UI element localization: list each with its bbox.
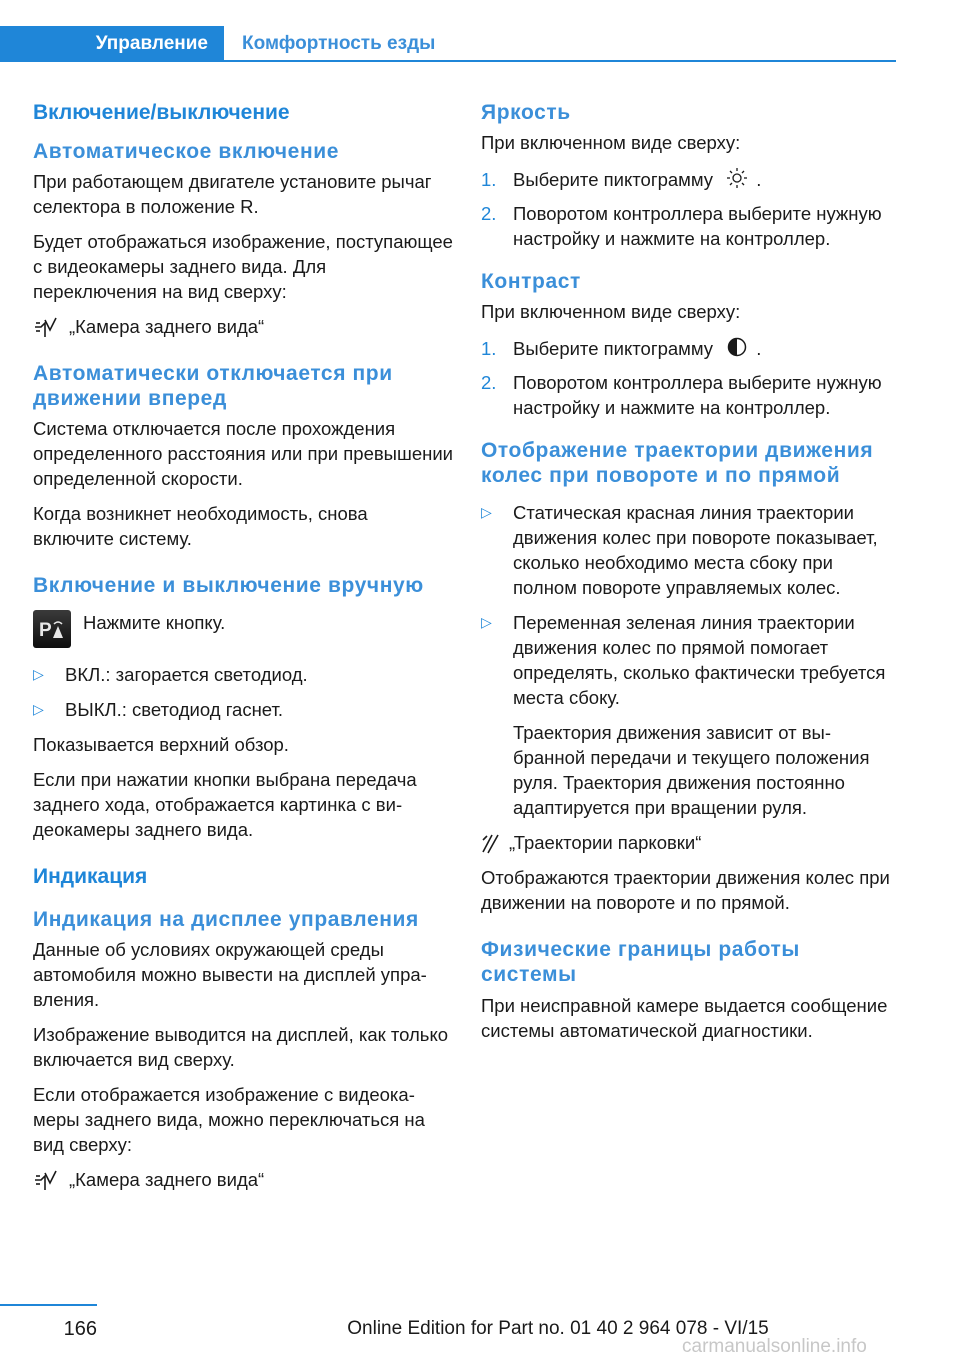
step-number: 1. (481, 169, 497, 190)
tab-control[interactable]: Управление (0, 26, 224, 62)
rear-camera-icon (33, 314, 69, 339)
contrast-icon (726, 336, 748, 364)
list-item (33, 662, 453, 687)
paragraph: При работающем двигателе установите рычаг селектора в положение R. (33, 171, 432, 217)
icon-label: „Камера заднего вида“ (69, 1169, 265, 1190)
icon-label: „Траектории парковки“ (509, 832, 702, 854)
tab-driving-comfort[interactable]: Комфортность езды (242, 33, 436, 54)
paragraph: Если при нажатии кнопки выбрана передача заднего хода, отображается картинка с видеокамеры заднего вида. (33, 769, 417, 840)
section-title-indication: Индикация (33, 865, 148, 888)
list-item (481, 610, 897, 710)
paragraph: Отображаются траектории движения колес при движении на повороте и по прямой. (481, 867, 890, 914)
footer-rule (0, 1304, 97, 1306)
parking-lines-icon (481, 830, 509, 855)
heading-system-limits: Физические границы работы системы (481, 938, 800, 987)
paragraph: Когда возникнет необходимость, снова включите систему. (33, 503, 368, 549)
button-instruction-text: Нажмите кнопку. (83, 612, 226, 633)
step-text: Выберите пиктограмму (513, 338, 714, 360)
parking-lines-hint (481, 830, 897, 855)
paragraph: При неисправной камере выдается сообщение системы автоматической диагностики. (481, 995, 888, 1042)
section-title-on-off: Включение/выключение (33, 101, 290, 124)
brightness-icon (726, 167, 748, 195)
numbered-step (481, 370, 897, 420)
period: . (756, 169, 762, 190)
triangle-bullet-icon: ▷ (481, 504, 492, 521)
numbered-step (481, 336, 897, 364)
svg-text:P: P (39, 620, 52, 641)
rear-camera-hint (33, 1167, 453, 1192)
rear-camera-icon (33, 1167, 69, 1192)
icon-label: „Камера заднего вида“ (69, 316, 265, 337)
step-number: 2. (481, 372, 497, 394)
paragraph: Будет отображаться изображение, поступающее с видеокамеры заднего вида. Для переключения на вид сверху: (33, 231, 453, 302)
paragraph: Изображение выводится на дисплей, как только включается вид сверху. (33, 1024, 449, 1070)
paragraph: Система отключается после прохождения определенного расстояния или при превышении определенной скорости. (33, 418, 453, 489)
numbered-step (481, 167, 897, 195)
button-instruction (33, 610, 453, 648)
parking-assist-button-icon (33, 610, 71, 648)
edition-label: Online Edition for Part no. 01 40 2 964 078 - VI/15 (347, 1318, 769, 1339)
list-item (33, 697, 453, 722)
heading-manual: Включение и выключение вручную (33, 574, 424, 597)
paragraph: Данные об условиях окружающей среды автомобиля можно вывести на дисплей управления. (33, 939, 427, 1010)
heading-brightness: Яркость (481, 101, 571, 124)
step-number: 1. (481, 338, 497, 360)
right-column (481, 100, 897, 1053)
triangle-bullet-icon: ▷ (33, 666, 44, 682)
bullet-text: ВЫКЛ.: светодиод гаснет. (65, 699, 284, 720)
heading-contrast: Контраст (481, 270, 581, 294)
list-item (481, 500, 897, 600)
paragraph: При включенном виде сверху: (481, 301, 741, 323)
step-text: Поворотом контроллера выберите нужную настройку и нажмите на контроллер. (513, 203, 882, 250)
paragraph: Если отображается изображение с видеокамеры заднего вида, можно переключаться на вид сверху: (33, 1084, 425, 1155)
numbered-step (481, 201, 897, 251)
bullet-text: ВКЛ.: загорается светодиод. (65, 664, 308, 685)
step-text: Выберите пиктограмму (513, 169, 714, 190)
triangle-bullet-icon: ▷ (481, 614, 492, 631)
heading-display-indication: Индикация на дисплее управления (33, 908, 419, 931)
rear-camera-hint (33, 314, 453, 339)
step-number: 2. (481, 203, 497, 225)
paragraph: Траектория движения зависит от выбранной передачи и текущего положения руля. Траектория движения постоянно адаптируется при вращении руля. (513, 722, 870, 819)
left-column (33, 100, 453, 1202)
heading-auto-off: Автоматически отключается при движении вперед (33, 362, 393, 410)
chapter-header (0, 26, 896, 62)
header-rule (224, 60, 896, 62)
watermark: carmanualsonline.info (682, 1336, 867, 1357)
bullet-text: Переменная зеленая линия траектории движения колес по прямой помогает определять, сколько фактически требуется места сбоку. (513, 612, 886, 709)
heading-auto-on: Автоматическое включение (33, 140, 340, 163)
step-text: Поворотом контроллера выберите нужную настройку и нажмите на контроллер. (513, 372, 882, 419)
heading-trajectory: Отображение траектории движения колес при повороте и по прямой (481, 439, 874, 488)
period: . (756, 338, 762, 360)
paragraph: Показывается верхний обзор. (33, 734, 289, 755)
page-number: 166 (63, 1318, 97, 1340)
bullet-text: Статическая красная линия траектории движения колес при повороте показывает, сколько необходимо места сбоку при полном повороте управляемых колес. (513, 502, 878, 599)
triangle-bullet-icon: ▷ (33, 701, 44, 717)
paragraph: При включенном виде сверху: (481, 132, 741, 153)
